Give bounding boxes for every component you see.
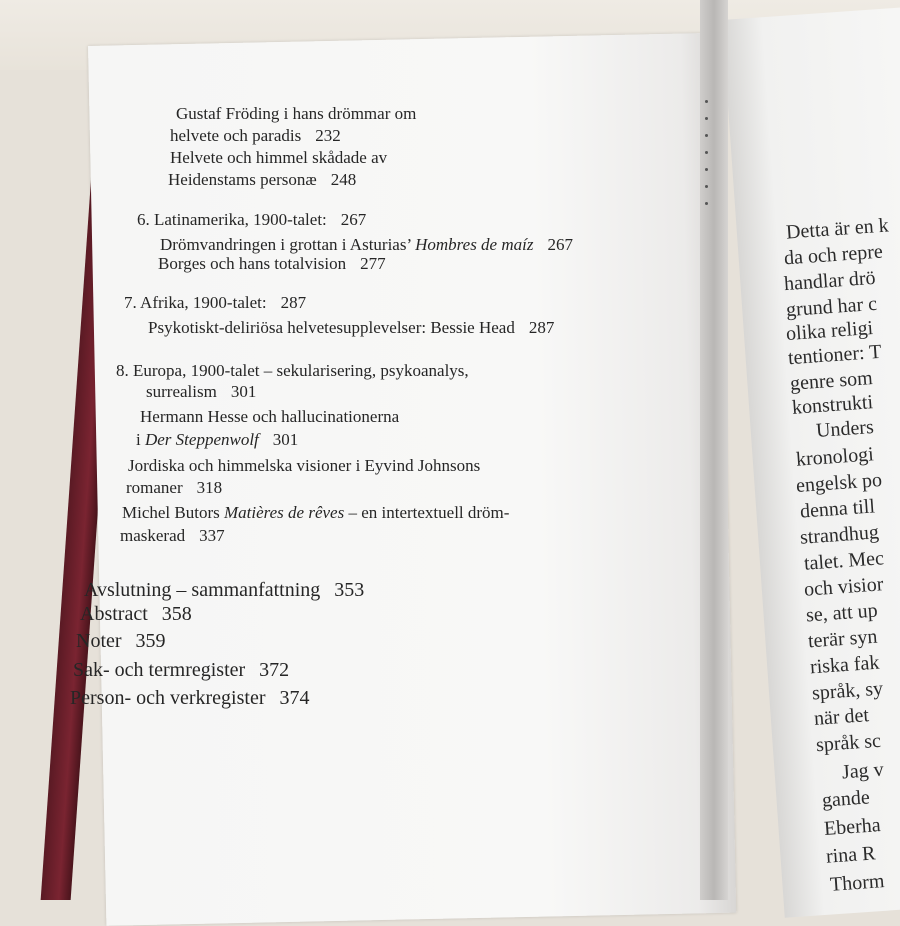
toc-entry	[122, 503, 509, 523]
body-text-line: rina R	[825, 842, 877, 868]
toc-page-number: 353	[334, 579, 365, 601]
body-text-line: genre som	[789, 367, 874, 395]
toc-page-number: 267	[340, 210, 367, 229]
toc-entry	[126, 478, 222, 498]
toc-entry	[148, 318, 554, 338]
body-text-line: se, att up	[805, 599, 879, 627]
toc-page-number: 359	[135, 630, 166, 652]
body-text-line: denna till	[799, 495, 876, 523]
toc-entry-title: Abstract	[80, 603, 148, 625]
toc-entry-italic: Matières de rêves	[224, 503, 345, 522]
body-text-line: grund har c	[785, 292, 878, 322]
body-text-line: da och repre	[783, 240, 884, 270]
toc-entry-title: Hermann Hesse och hallucinationerna	[140, 407, 400, 426]
toc-page-number: 318	[196, 478, 223, 497]
body-text-line: talet. Mec	[803, 547, 885, 575]
toc-page-number: 374	[279, 687, 310, 709]
toc-entry	[158, 254, 386, 274]
toc-entry-title: Person- och verkregister	[70, 687, 266, 709]
body-text-line: gande	[821, 786, 871, 812]
toc-entry-title: maskerad	[120, 526, 186, 545]
toc-section	[80, 603, 192, 626]
toc-entry-title: Heidenstams personæ	[168, 170, 317, 189]
body-text-line: Unders	[815, 416, 875, 442]
toc-entry	[170, 148, 387, 168]
body-text-line: och visior	[803, 573, 885, 601]
toc-chapter	[124, 293, 306, 313]
toc-chapter	[137, 210, 366, 230]
toc-entry-title: Michel Butors	[122, 503, 224, 522]
toc-entry	[160, 235, 573, 255]
toc-entry	[140, 407, 399, 427]
toc-entry	[176, 104, 416, 124]
body-text-line: Thorm	[829, 870, 886, 896]
toc-page-number: 337	[199, 526, 225, 545]
toc-entry-title: Psykotiskt-deliriösa helvetesupplevelser: Bessie Head	[148, 318, 515, 337]
body-text-line: Detta är en k	[785, 214, 890, 244]
toc-entry-title: 8. Europa, 1900-talet – sekularisering, psykoanalys,	[116, 361, 469, 380]
toc-entry-title: Avslutning – sammanfattning	[84, 579, 321, 601]
body-text-line: riska fak	[809, 651, 881, 679]
toc-page-number: 277	[360, 254, 386, 273]
body-text-line: Eberha	[823, 814, 882, 840]
toc-section	[70, 687, 310, 710]
toc-page-number: 267	[547, 235, 573, 254]
toc-entry	[168, 170, 356, 190]
toc-entry-title: romaner	[126, 478, 183, 497]
body-text-line: olika religi	[785, 316, 874, 346]
toc-page-number: 287	[280, 293, 307, 312]
toc-chapter	[116, 361, 469, 381]
toc-page-number: 301	[272, 430, 299, 449]
toc-entry	[120, 526, 225, 546]
toc-entry	[128, 456, 480, 476]
toc-entry-title: helvete och paradis	[170, 126, 302, 145]
toc-entry-title: Helvete och himmel skådade av	[170, 148, 388, 167]
toc-entry-title: Borges och hans totalvision	[158, 254, 347, 273]
toc-entry	[136, 430, 298, 450]
toc-entry-title: surrealism	[146, 382, 217, 401]
body-text-line: strandhug	[799, 521, 880, 549]
body-text-line: terär syn	[807, 625, 879, 653]
body-text-line: handlar drö	[783, 266, 877, 296]
toc-page-number: 301	[230, 382, 257, 401]
toc-section	[84, 579, 364, 602]
toc-entry-title: Jordiska och himmelska visioner i Eyvind Johnsons	[128, 456, 481, 475]
body-text-line: kronologi	[795, 443, 875, 471]
body-text-line: när det	[813, 704, 870, 730]
toc-section	[76, 630, 166, 653]
body-text-line: konstrukti	[791, 391, 874, 419]
toc-page-number: 287	[528, 318, 555, 337]
toc-page-number: 248	[330, 170, 357, 189]
toc-section	[73, 659, 289, 682]
toc-entry-title: 6. Latinamerika, 1900-talet:	[137, 210, 327, 229]
body-text-line: språk, sy	[811, 677, 884, 705]
body-text-line: Jag v	[841, 758, 885, 784]
toc-entry-title: Gustaf Fröding i hans drömmar om	[176, 104, 417, 123]
toc-entry-title: 7. Afrika, 1900-talet:	[124, 293, 267, 312]
toc-entry-title: i	[136, 430, 145, 449]
toc-entry-italic: Der Steppenwolf	[144, 430, 259, 449]
toc-page-number: 232	[315, 126, 341, 145]
toc-page-number: 358	[161, 603, 192, 625]
toc-entry-title: Noter	[76, 630, 122, 652]
toc-entry-italic: Hombres de maíz	[415, 235, 534, 254]
toc-entry-title: Sak- och termregister	[73, 659, 246, 681]
body-text-line: språk sc	[815, 729, 882, 757]
toc-entry	[146, 382, 256, 402]
toc-entry-title: Drömvandringen i grottan i Asturias’	[160, 235, 416, 254]
body-text-line: engelsk po	[795, 469, 883, 497]
toc-entry	[170, 126, 341, 146]
body-text-line: tentioner: T	[787, 340, 883, 370]
toc-entry-title-cont: – en intertextuell dröm-	[344, 503, 510, 522]
toc-page-number: 372	[259, 659, 290, 681]
